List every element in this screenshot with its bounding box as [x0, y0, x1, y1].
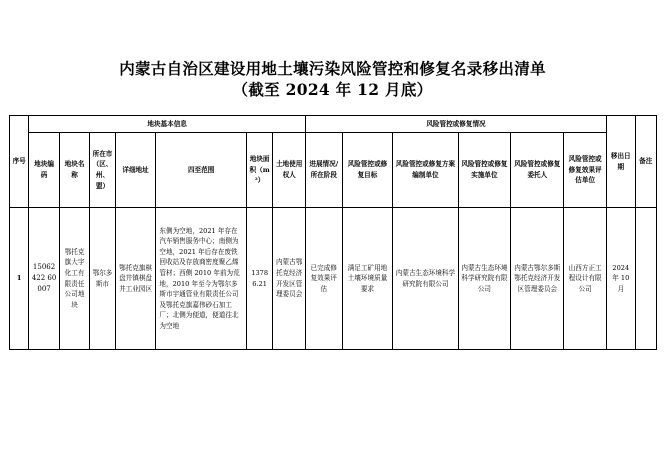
header-boundary: 四至范围 — [156, 133, 247, 208]
cell-seq: 1 — [10, 208, 29, 350]
header-plan-unit: 风险管控或修复方案编制单位 — [393, 133, 458, 208]
cell-impl-unit: 内蒙古生态环境科学研究院有限公司 — [458, 208, 511, 350]
cell-land-user: 内蒙古鄂托克经济开发区管理委员会 — [273, 208, 306, 350]
header-plot-code: 地块编码 — [29, 133, 60, 208]
header-eval-unit: 风险管控或修复效果评估单位 — [564, 133, 607, 208]
document-subtitle: （截至 2024 年 12 月底） — [232, 80, 433, 99]
cell-address: 鄂托克旗棋盘井镇棋盘井工业园区 — [115, 208, 156, 350]
cell-area: 13786.21 — [246, 208, 272, 350]
cell-client: 内蒙古鄂尔多斯鄂托克经济开发区管理委员会 — [511, 208, 564, 350]
cell-city: 鄂尔多斯市 — [90, 208, 115, 350]
removal-list-table — [9, 115, 657, 350]
header-client: 风险管控或修复委托人 — [511, 133, 564, 208]
cell-target: 满足工矿用地土壤环境质量要求 — [342, 208, 393, 350]
header-city: 所在市（区、州、盟） — [90, 133, 115, 208]
header-target: 风险管控或修复目标 — [342, 133, 393, 208]
group-header-basic-info: 地块基本信息 — [29, 116, 306, 133]
header-land-user: 土地使用权人 — [273, 133, 306, 208]
group-header-risk-info: 风险管控或修复情况 — [305, 116, 606, 133]
table-row — [10, 208, 657, 350]
cell-boundary: 东侧为空地，2021 年存在汽车销售服务中心；南侧为空地，2021 年后存在废铁回收站及存放商密度聚乙烯管材；西侧 2010 年前为荒地，2010 年至今为鄂尔多斯市宇通管业有限责任公司及鄂托克旗嘉伟砂石加工厂；北侧为便道，便道往北为空地 — [156, 208, 247, 350]
header-stage: 进展情况/所在阶段 — [305, 133, 342, 208]
cell-plot-code: 15062422 60007 — [29, 208, 60, 350]
cell-removal-date: 2024 年 10 月 — [607, 208, 635, 350]
cell-stage: 已完成修复效果评估 — [305, 208, 342, 350]
cell-eval-unit: 山西方正工程设计有限公司 — [564, 208, 607, 350]
header-removal-date: 移出日期 — [607, 116, 635, 208]
document-title: 内蒙古自治区建设用地土壤污染风险管控和修复名录移出清单 — [119, 59, 546, 78]
cell-plot-name: 鄂托克旗大宇化工有限责任公司地块 — [59, 208, 90, 350]
header-impl-unit: 风险管控或修复实施单位 — [458, 133, 511, 208]
header-area: 地块面积（m²） — [246, 133, 272, 208]
header-plot-name: 地块名称 — [59, 133, 90, 208]
header-seq: 序号 — [10, 116, 29, 208]
cell-remarks — [635, 208, 657, 350]
header-address: 详细地址 — [115, 133, 156, 208]
cell-plan-unit: 内蒙古生态环境科学研究院有限公司 — [393, 208, 458, 350]
header-remarks: 备注 — [635, 116, 657, 208]
